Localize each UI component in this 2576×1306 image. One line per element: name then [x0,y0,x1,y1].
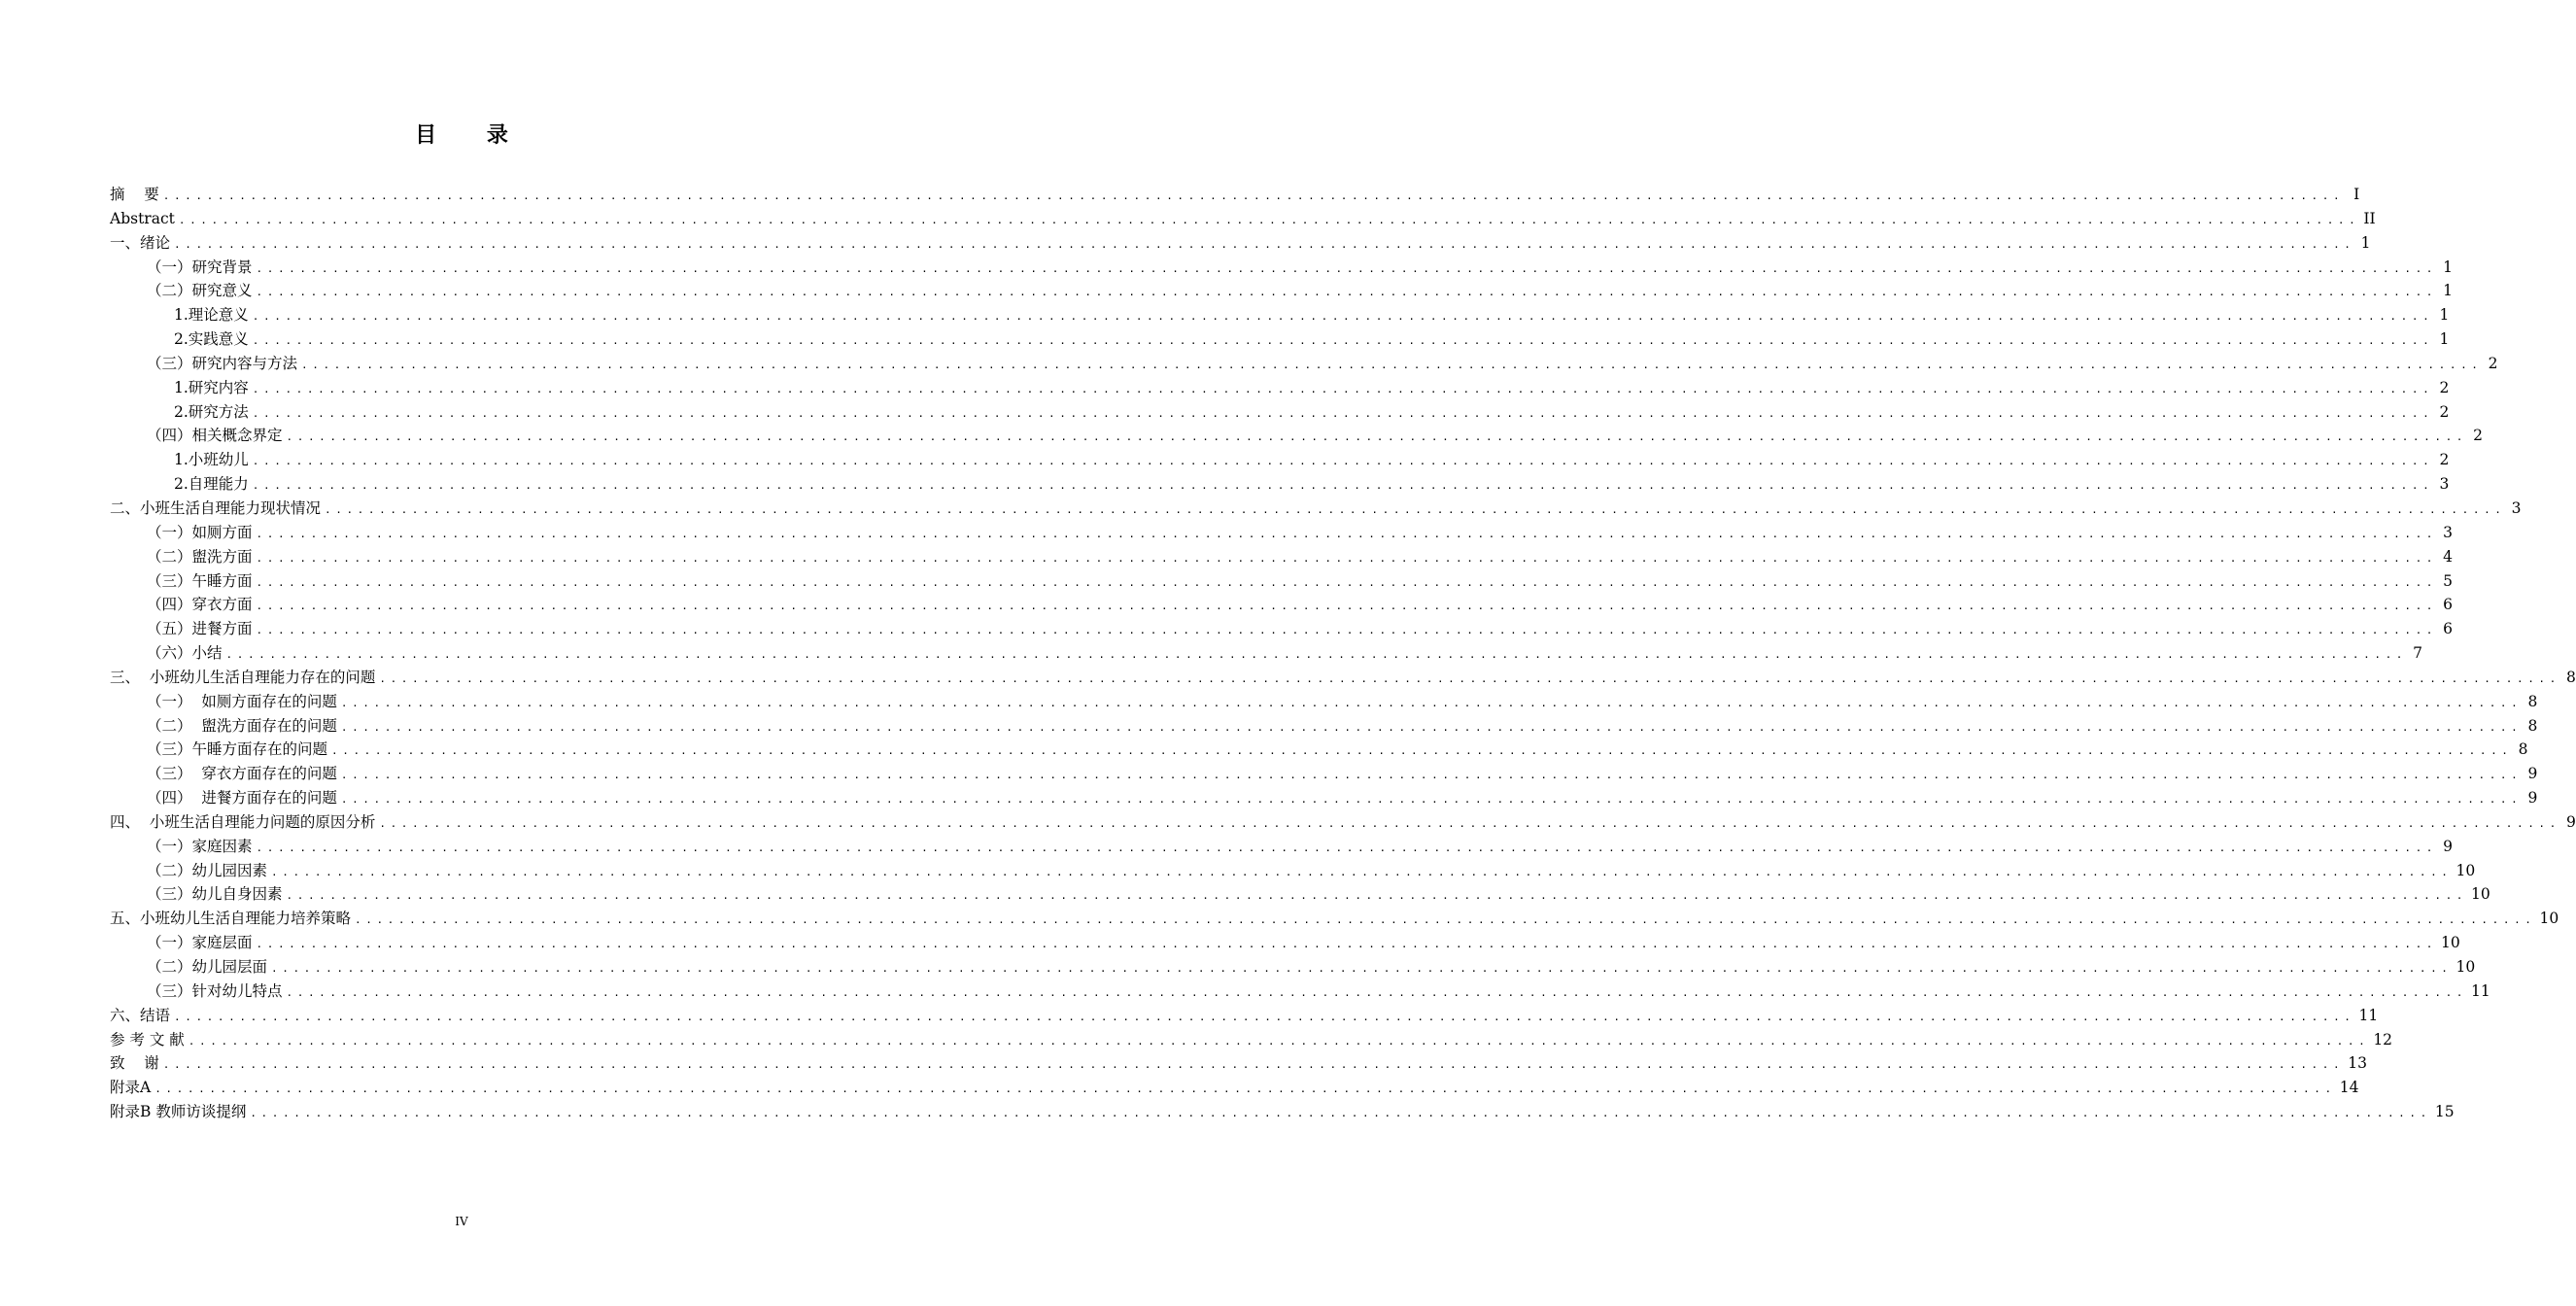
toc-entry-page-number: 1 [2439,306,2450,325]
toc-entry[interactable] [110,256,2454,280]
toc-dot-leader: ........................................................................................................................................................................................................ [256,624,2438,637]
toc-entry-label: （四） 进餐方面存在的问题 [147,789,337,808]
toc-entry[interactable] [110,207,2376,231]
toc-entry-label: （六）小结 [147,644,223,663]
toc-dot-leader: ........................................................................................................................................................................................................ [256,938,2438,951]
toc-dot-leader: ........................................................................................................................................................................................................ [331,744,2513,758]
toc-entry-page-number: 5 [2443,571,2454,590]
toc-dot-leader: ........................................................................................................................................................................................................ [252,479,2434,493]
toc-entry-label: （四）穿衣方面 [147,596,253,614]
toc-entry[interactable] [110,690,2538,714]
toc-dot-leader: ........................................................................................................................................................................................................ [174,1010,2355,1023]
toc-entry-label: （二） 盥洗方面存在的问题 [147,716,337,735]
toc-entry[interactable] [110,352,2498,376]
toc-entry[interactable] [110,641,2423,666]
toc-entry-page-number: 8 [2527,692,2538,710]
toc-entry-label: 1.小班幼儿 [174,451,249,469]
toc-dot-leader: ........................................................................................................................................................................................................ [379,671,2560,685]
toc-dot-leader: ........................................................................................................................................................................................................ [271,962,2453,975]
toc-entry-label: （二）研究意义 [147,282,253,300]
toc-entry-page-number: 10 [2539,910,2559,928]
toc-entry[interactable] [110,955,2476,980]
toc-entry-label: （三） 穿衣方面存在的问题 [147,765,337,783]
toc-dot-leader: ........................................................................................................................................................................................................ [256,286,2438,299]
toc-dot-leader: ........................................................................................................................................................................................................ [271,865,2453,878]
toc-dot-leader: ........................................................................................................................................................................................................ [188,1034,2370,1048]
toc-entry-page-number: 11 [2471,981,2490,1000]
toc-entry-page-number: 8 [2566,668,2576,686]
toc-entry[interactable] [110,859,2476,883]
toc-entry-page-number: 11 [2358,1006,2379,1024]
toc-entry-label: 2.实践意义 [174,330,249,349]
toc-entry-page-number: 13 [2348,1054,2367,1073]
toc-entry-page-number: 2 [2473,427,2484,445]
toc-entry-label: （一）家庭因素 [147,837,253,855]
toc-entry-label: Abstract [110,209,175,227]
toc-entry-label: 2.研究方法 [174,402,249,421]
toc-entry-page-number: 6 [2443,596,2454,614]
toc-dot-leader: ........................................................................................................................................................................................................ [178,213,2360,226]
toc-entry-label: 二、小班生活自理能力现状情况 [110,498,322,517]
toc-entry[interactable] [110,980,2490,1004]
toc-entry-label: 附录B 教师访谈提纲 [110,1103,247,1121]
toc-entry[interactable] [110,1076,2359,1100]
toc-dot-leader: ........................................................................................................................................................................................................ [355,913,2536,927]
toc-entry[interactable] [110,545,2454,569]
toc-entry-page-number: 1 [2439,330,2450,349]
toc-entry[interactable] [110,810,2576,835]
toc-entry[interactable] [110,931,2460,955]
toc-entry-label: （一）家庭层面 [147,934,253,952]
toc-entry-label: （三）研究内容与方法 [147,354,298,372]
toc-dot-leader: ........................................................................................................................................................................................................ [286,430,2468,444]
toc-dot-leader: ........................................................................................................................................................................................................ [301,358,2483,371]
toc-entry-page-number: 9 [2527,765,2538,783]
toc-entry-page-number: 4 [2443,547,2454,566]
toc-entry-page-number: 12 [2373,1030,2393,1048]
toc-dot-leader: ........................................................................................................................................................................................................ [252,406,2434,420]
toc-dot-leader: ........................................................................................................................................................................................................ [250,1107,2431,1120]
toc-entry[interactable] [110,714,2538,739]
page-title: 目 录 [415,122,530,148]
toc-dot-leader: ........................................................................................................................................................................................................ [252,382,2434,395]
toc-dot-leader: ........................................................................................................................................................................................................ [325,502,2506,516]
toc-entry-page-number: 1 [2443,258,2454,276]
toc-entry[interactable] [110,1004,2379,1028]
toc-entry-label: （一）研究背景 [147,258,253,276]
toc-dot-leader: ........................................................................................................................................................................................................ [340,769,2523,782]
toc-entry-label: （三）针对幼儿特点 [147,981,283,1000]
toc-entry[interactable] [110,907,2559,931]
toc-entry-page-number: 2 [2488,354,2498,372]
toc-entry-page-number: 1 [2360,233,2371,252]
toc-dot-leader: ........................................................................................................................................................................................................ [256,600,2438,613]
toc-entry-label: （三）午睡方面存在的问题 [147,740,328,759]
toc-entry-label: 附录A [110,1079,152,1097]
toc-entry[interactable] [110,472,2450,497]
toc-entry-label: （五）进餐方面 [147,620,253,638]
toc-entry-page-number: 6 [2443,620,2454,638]
toc-entry-page-number: 10 [2456,958,2476,976]
toc-dot-leader: ........................................................................................................................................................................................................ [379,816,2560,830]
toc-dot-leader: ........................................................................................................................................................................................................ [340,793,2523,807]
toc-entry-page-number: 8 [2518,740,2528,759]
toc-entry-page-number: 8 [2527,716,2538,735]
toc-entry[interactable] [110,231,2371,256]
toc-entry-page-number: I [2353,186,2360,203]
toc-entry-page-number: 10 [2441,934,2460,952]
toc-entry-label: 1.研究内容 [174,378,249,396]
toc-dot-leader: ........................................................................................................................................................................................................ [174,237,2355,251]
toc-entry-page-number: 3 [2511,498,2522,517]
toc-entry-label: （二）幼儿园层面 [147,958,268,976]
toc-entry[interactable] [110,521,2454,545]
toc-entry-page-number: 9 [2527,789,2538,808]
toc-dot-leader: ........................................................................................................................................................................................................ [155,1083,2336,1096]
toc-entry[interactable] [110,786,2538,810]
toc-dot-leader: ........................................................................................................................................................................................................ [162,1058,2345,1072]
toc-entry[interactable] [110,617,2454,641]
toc-entry-page-number: 9 [2566,812,2576,831]
toc-entry-page-number: 3 [2439,475,2450,494]
toc-entry-page-number: 9 [2443,837,2454,855]
toc-entry[interactable] [110,738,2528,762]
toc-entry[interactable] [110,882,2490,907]
toc-entry[interactable] [110,835,2454,859]
page-number-footer: IV [455,1215,468,1228]
toc-entry-label: 三、 小班幼儿生活自理能力存在的问题 [110,668,376,686]
toc-entry-page-number: 2 [2439,402,2450,421]
toc-entry[interactable] [110,376,2450,400]
toc-entry-label: 参 考 文 献 [110,1030,185,1048]
toc-entry[interactable] [110,593,2454,617]
toc-entry[interactable] [110,424,2484,448]
toc-entry-page-number: 3 [2443,523,2454,541]
toc-entry-label: （三）幼儿自身因素 [147,885,283,904]
toc-entry[interactable] [110,183,2360,207]
toc-entry[interactable] [110,569,2454,594]
toc-dot-leader: ........................................................................................................................................................................................................ [286,985,2468,999]
toc-dot-leader: ........................................................................................................................................................................................................ [340,720,2523,734]
toc-entry-label: （四）相关概念界定 [147,427,283,445]
toc-entry[interactable] [110,303,2450,327]
toc-entry-label: （一） 如厕方面存在的问题 [147,692,337,710]
toc-entry-label: （一）如厕方面 [147,523,253,541]
toc-entry[interactable] [110,762,2538,786]
toc-dot-leader: ........................................................................................................................................................................................................ [256,841,2438,854]
toc-entry-page-number: 7 [2413,644,2423,663]
toc-entry-label: 六、结语 [110,1006,171,1024]
toc-entry-label: 1.理论意义 [174,306,249,325]
toc-dot-leader: ........................................................................................................................................................................................................ [256,575,2438,589]
toc-dot-leader: ........................................................................................................................................................................................................ [252,455,2434,468]
toc-entry-label: 摘 要 [110,186,159,203]
toc-entry[interactable] [110,279,2454,303]
toc-dot-leader: ........................................................................................................................................................................................................ [256,261,2438,275]
toc-dot-leader: ........................................................................................................................................................................................................ [340,696,2523,709]
toc-entry-page-number: 14 [2339,1079,2359,1097]
toc-entry-label: （二）盥洗方面 [147,547,253,566]
toc-entry[interactable] [110,1100,2455,1124]
toc-entry[interactable] [110,497,2522,521]
toc-entry[interactable] [110,666,2576,690]
toc-entry[interactable] [110,1028,2393,1052]
toc-entry-page-number: 10 [2456,861,2476,879]
toc-entry[interactable] [110,1051,2367,1076]
toc-dot-leader: ........................................................................................................................................................................................................ [256,527,2438,540]
toc-entry-page-number: 10 [2471,885,2490,904]
toc-entry-label: 四、 小班生活自理能力问题的原因分析 [110,812,376,831]
toc-dot-leader: ........................................................................................................................................................................................................ [225,648,2408,662]
toc-entry[interactable] [110,400,2450,425]
toc-dot-leader: ........................................................................................................................................................................................................ [252,310,2434,324]
toc-entry-label: 一、绪论 [110,233,171,252]
toc-dot-leader: ........................................................................................................................................................................................................ [256,551,2438,565]
toc-entry[interactable] [110,327,2450,352]
toc-entry-label: （三）午睡方面 [147,571,253,590]
toc-dot-leader: ........................................................................................................................................................................................................ [252,334,2434,348]
toc-entry-label: （二）幼儿园因素 [147,861,268,879]
toc-entry-page-number: 2 [2439,451,2450,469]
toc-entry-label: 五、小班幼儿生活自理能力培养策略 [110,910,352,928]
toc-entry-page-number: 15 [2434,1103,2455,1121]
toc-entry-label: 2.自理能力 [174,475,249,494]
toc-entry[interactable] [110,448,2450,472]
toc-entry-page-number: 1 [2443,282,2454,300]
table-of-contents [110,183,2576,1124]
toc-dot-leader: ........................................................................................................................................................................................................ [162,189,2345,202]
toc-entry-page-number: 2 [2439,378,2450,396]
toc-dot-leader: ........................................................................................................................................................................................................ [286,889,2468,903]
toc-entry-label: 致 谢 [110,1054,159,1073]
toc-entry-page-number: II [2363,209,2376,227]
